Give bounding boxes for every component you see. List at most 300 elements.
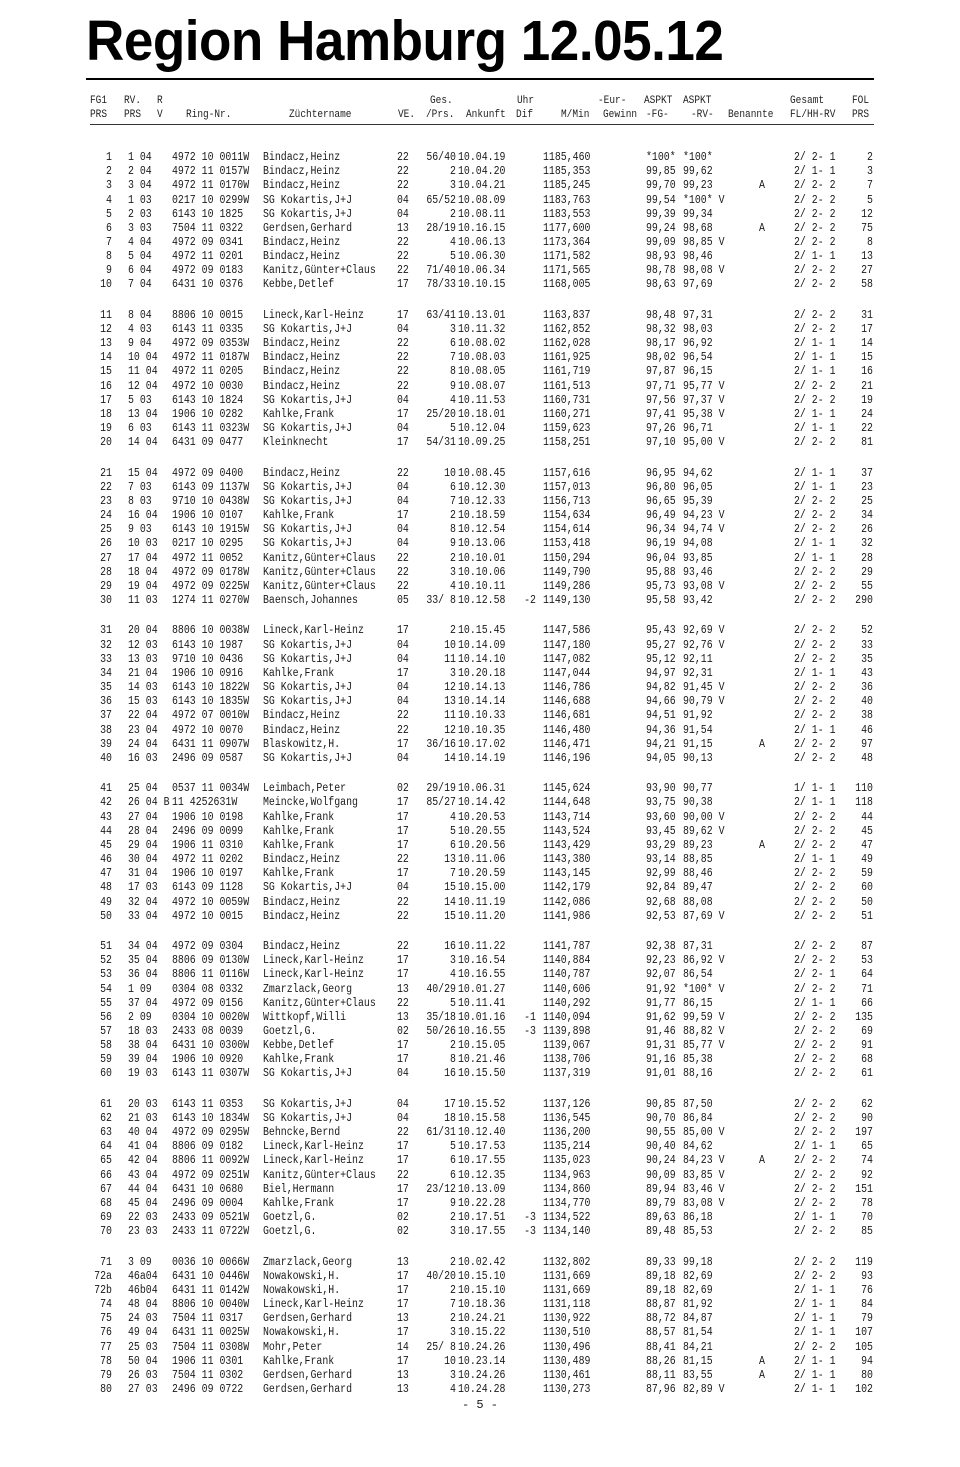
rv-points-cell: 89,62 V [683, 824, 725, 838]
fg-points-cell: 89,94 [646, 1182, 676, 1196]
ring-number-cell: 6431 10 0680 [172, 1182, 244, 1196]
place-cell: 71 [100, 1255, 112, 1269]
rv-points-cell: 95,77 V [683, 379, 725, 393]
fol-cell: 26 [861, 523, 873, 537]
arrival-cell: 10.22.28 [458, 1196, 506, 1210]
birds-cell: 5 [450, 996, 456, 1010]
rv-points-cell: 84,62 [683, 1140, 713, 1154]
speed-cell: 1135,214 [543, 1140, 591, 1154]
birds-cell: 6 [450, 480, 456, 494]
header-cell: FOL [852, 95, 870, 107]
club-cell: 04 [397, 881, 409, 895]
total-cell: 2/ 1- 1 [794, 337, 836, 351]
fol-cell: 34 [861, 509, 873, 523]
rv-place-cell: 8 03 [128, 494, 152, 508]
place-cell: 22 [100, 480, 112, 494]
rv-place-cell: 6 04 [128, 264, 152, 278]
place-cell: 50 [100, 909, 112, 923]
club-cell: 17 [397, 278, 409, 292]
table-row [0, 1025, 960, 1039]
rv-place-cell: 46b04 [128, 1283, 158, 1297]
breeder-name-cell: Kahlke,Frank [263, 810, 335, 824]
fg-points-cell: 92,53 [646, 909, 676, 923]
rv-place-cell: 16 03 [128, 751, 158, 765]
club-cell: 02 [397, 1211, 409, 1225]
rv-points-cell: 93,85 [683, 551, 713, 565]
place-cell: 54 [100, 982, 112, 996]
breeder-name-cell: Kahlke,Frank [263, 1053, 335, 1067]
total-cell: 2/ 2- 2 [794, 1225, 836, 1239]
arrival-cell: 10.08.09 [458, 193, 506, 207]
club-cell: 04 [397, 537, 409, 551]
total-cell: 2/ 2- 2 [794, 1025, 836, 1038]
birds-cell: 25/ 8 [426, 1340, 456, 1354]
breeder-name-cell: SG Kokartis,J+J [263, 193, 353, 207]
rv-place-cell: 9 03 [128, 523, 152, 537]
club-cell: 13 [397, 1312, 409, 1326]
club-cell: 22 [397, 853, 409, 866]
place-cell: 46 [100, 853, 112, 866]
header-cell: -RV- [691, 109, 714, 121]
birds-cell: 6 [450, 337, 456, 351]
ring-number-cell: 6431 09 0477 [172, 436, 244, 450]
speed-cell: 1162,852 [543, 323, 591, 336]
header-cell: Dif [516, 109, 534, 121]
header-cell: PRS [90, 109, 108, 121]
birds-cell: 15 [444, 909, 456, 923]
table-row [0, 1126, 960, 1140]
rv-place-cell: 15 04 [128, 466, 158, 480]
birds-cell: 2 [450, 624, 456, 638]
fg-points-cell: 92,99 [646, 867, 676, 881]
rv-points-cell: 89,47 [683, 881, 713, 895]
total-cell: 2/ 2- 2 [794, 838, 836, 852]
club-cell: 17 [397, 1298, 409, 1312]
rv-place-cell: 26 03 [128, 1368, 158, 1382]
arrival-cell: 10.08.45 [458, 466, 506, 480]
fol-cell: 68 [861, 1053, 873, 1067]
ring-number-cell: 4972 07 0010W [172, 709, 250, 723]
total-cell: 2/ 2- 2 [794, 1154, 836, 1168]
place-cell: 9 [106, 264, 112, 278]
place-cell: 28 [100, 565, 112, 579]
table-row [0, 681, 960, 695]
arrival-cell: 10.20.59 [458, 867, 506, 881]
rv-place-cell: 23 03 [128, 1225, 158, 1239]
speed-cell: 1146,688 [543, 695, 591, 709]
header-cell: Uhr [517, 95, 535, 107]
table-row [0, 1011, 960, 1025]
arrival-cell: 10.11.20 [458, 909, 506, 923]
breeder-name-cell: SG Kokartis,J+J [263, 537, 353, 551]
birds-cell: 10 [444, 638, 456, 652]
place-cell: 80 [100, 1383, 112, 1396]
club-cell: 17 [397, 1140, 409, 1154]
ring-number-cell: 6431 10 0446W [172, 1269, 250, 1283]
arrival-cell: 10.08.02 [458, 337, 506, 351]
arrival-cell: 10.13.06 [458, 537, 506, 551]
arrival-cell: 10.12.04 [458, 422, 506, 436]
rv-points-cell: 86,92 V [683, 954, 725, 968]
rv-place-cell: 7 04 [128, 278, 152, 292]
rv-points-cell: 88,08 [683, 895, 713, 909]
total-cell: 2/ 1- 1 [794, 551, 836, 565]
speed-cell: 1130,510 [543, 1326, 591, 1340]
speed-cell: 1146,786 [543, 681, 591, 694]
rv-points-cell: 99,34 [683, 207, 713, 221]
speed-cell: 1143,380 [543, 853, 591, 866]
nominated-cell: A [759, 221, 765, 235]
fol-cell: 87 [861, 940, 873, 953]
table-row [0, 594, 960, 608]
rv-place-cell: 22 03 [128, 1211, 158, 1225]
header-cell: /Prs. [426, 109, 455, 121]
breeder-name-cell: Bindacz,Heinz [263, 723, 341, 737]
club-cell: 22 [397, 895, 409, 909]
total-cell: 2/ 2- 2 [794, 236, 836, 249]
rv-points-cell: 94,74 V [683, 523, 725, 537]
fg-points-cell: 88,72 [646, 1312, 676, 1326]
ring-number-cell: 1906 10 0107 [172, 509, 244, 523]
place-cell: 1 [106, 151, 112, 164]
place-cell: 57 [100, 1025, 112, 1038]
breeder-name-cell: SG Kokartis,J+J [263, 1112, 353, 1125]
fg-points-cell: 89,63 [646, 1211, 676, 1225]
fol-cell: 45 [861, 824, 873, 838]
table-row [0, 194, 960, 208]
birds-cell: 9 [450, 379, 456, 393]
fg-points-cell: 91,01 [646, 1067, 676, 1081]
table-row [0, 236, 960, 250]
fol-cell: 84 [861, 1298, 873, 1312]
table-row [0, 1197, 960, 1211]
speed-cell: 1134,770 [543, 1196, 591, 1210]
breeder-name-cell: SG Kokartis,J+J [263, 751, 353, 765]
fg-points-cell: 96,95 [646, 466, 676, 480]
birds-cell: 6 [450, 1168, 456, 1182]
header-cell: -Eur- [598, 95, 627, 107]
total-cell: 2/ 1- 1 [794, 1312, 836, 1326]
ring-number-cell: 1906 10 0920 [172, 1053, 244, 1067]
speed-cell: 1146,480 [543, 723, 591, 737]
speed-cell: 1160,271 [543, 407, 591, 421]
place-cell: 62 [100, 1112, 112, 1125]
arrival-cell: 10.10.33 [458, 709, 506, 723]
nominated-cell: A [759, 179, 765, 193]
table-row [0, 1256, 960, 1270]
breeder-name-cell: Nowakowski,H. [263, 1283, 341, 1297]
rv-place-cell: 11 03 [128, 594, 158, 607]
breeder-name-cell: Kleinknecht [263, 436, 329, 450]
club-cell: 17 [397, 1269, 409, 1283]
arrival-cell: 10.12.58 [458, 594, 506, 607]
ring-number-cell: 0304 10 0020W [172, 1010, 250, 1024]
place-cell: 43 [100, 810, 112, 824]
arrival-cell: 10.12.30 [458, 480, 506, 494]
rv-place-cell: 38 04 [128, 1039, 158, 1053]
breeder-name-cell: Kahlke,Frank [263, 838, 335, 852]
place-cell: 39 [100, 737, 112, 751]
table-row [0, 968, 960, 982]
header-cell: M/Min [561, 109, 590, 121]
table-row [0, 509, 960, 523]
speed-cell: 1183,763 [543, 193, 591, 207]
birds-cell: 61/31 [426, 1126, 456, 1140]
rv-place-cell: 1 03 [128, 193, 152, 207]
club-cell: 17 [397, 1283, 409, 1297]
club-cell: 13 [397, 1255, 409, 1269]
nominated-cell: A [759, 737, 765, 751]
fol-cell: 107 [855, 1326, 873, 1340]
rv-points-cell: 91,54 [683, 723, 713, 737]
ring-number-cell: 4972 09 0304 [172, 940, 244, 953]
total-cell: 2/ 2- 2 [794, 221, 836, 235]
rv-points-cell: 92,31 [683, 666, 713, 680]
club-cell: 22 [397, 351, 409, 365]
speed-cell: 1147,180 [543, 638, 591, 652]
total-cell: 2/ 1- 1 [794, 407, 836, 421]
birds-cell: 8 [450, 365, 456, 379]
rv-place-cell: 18 03 [128, 1025, 158, 1038]
speed-cell: 1154,614 [543, 523, 591, 537]
place-cell: 36 [100, 695, 112, 709]
total-cell: 2/ 2- 2 [794, 624, 836, 638]
rv-place-cell: 3 09 [128, 1255, 152, 1269]
ring-number-cell: 6143 11 0323W [172, 422, 250, 436]
rv-points-cell: *100* [683, 151, 713, 164]
header-cell: RV. [124, 95, 142, 107]
ring-number-cell: 1906 10 0916 [172, 666, 244, 680]
fg-points-cell: 89,18 [646, 1269, 676, 1283]
rv-place-cell: 33 04 [128, 909, 158, 923]
table-row [0, 394, 960, 408]
total-cell: 2/ 2- 2 [794, 824, 836, 838]
table-row [0, 278, 960, 292]
place-cell: 11 [100, 308, 112, 322]
speed-cell: 1149,130 [543, 594, 591, 607]
total-cell: 2/ 2- 2 [794, 982, 836, 996]
place-cell: 67 [100, 1182, 112, 1196]
fol-cell: 8 [867, 236, 873, 249]
birds-cell: 4 [450, 1383, 456, 1396]
breeder-name-cell: SG Kokartis,J+J [263, 1067, 353, 1081]
arrival-cell: 10.15.00 [458, 881, 506, 895]
rv-place-cell: 10 04 [128, 351, 158, 365]
rv-place-cell: 29 04 [128, 838, 158, 852]
rv-place-cell: 48 04 [128, 1298, 158, 1312]
total-cell: 2/ 2- 2 [794, 709, 836, 723]
speed-cell: 1142,179 [543, 881, 591, 895]
ring-number-cell: 6143 09 1128 [172, 881, 244, 895]
fg-points-cell: 94,51 [646, 709, 676, 723]
birds-cell: 4 [450, 236, 456, 249]
birds-cell: 2 [450, 509, 456, 523]
rv-points-cell: 97,31 [683, 308, 713, 322]
breeder-name-cell: SG Kokartis,J+J [263, 393, 353, 407]
birds-cell: 13 [444, 695, 456, 709]
fg-points-cell: 94,66 [646, 695, 676, 709]
arrival-cell: 10.10.11 [458, 579, 506, 593]
fol-cell: 78 [861, 1196, 873, 1210]
place-cell: 24 [100, 509, 112, 523]
ring-number-cell: 4972 10 0059W [172, 895, 250, 909]
birds-cell: 8 [450, 523, 456, 537]
birds-cell: 3 [450, 666, 456, 680]
table-row [0, 552, 960, 566]
ring-number-cell: 8806 11 0092W [172, 1154, 250, 1168]
table-row [0, 997, 960, 1011]
club-cell: 17 [397, 737, 409, 751]
nominated-cell: A [759, 1354, 765, 1368]
breeder-name-cell: Bindacz,Heinz [263, 895, 341, 909]
speed-cell: 1161,719 [543, 365, 591, 379]
total-cell: 2/ 2- 2 [794, 379, 836, 393]
header-cell: FL/HH-RV [790, 109, 836, 121]
rv-points-cell: 95,38 V [683, 407, 725, 421]
club-cell: 22 [397, 165, 409, 179]
place-cell: 8 [106, 250, 112, 264]
fg-points-cell: 99,24 [646, 221, 676, 235]
breeder-name-cell: Lineck,Karl-Heinz [263, 954, 364, 968]
birds-cell: 9 [450, 537, 456, 551]
breeder-name-cell: Kebbe,Detlef [263, 1039, 335, 1053]
total-cell: 2/ 1- 1 [794, 796, 836, 810]
birds-cell: 36/16 [426, 737, 456, 751]
total-cell: 2/ 2- 2 [794, 436, 836, 450]
total-cell: 2/ 1- 1 [794, 1368, 836, 1382]
birds-cell: 85/27 [426, 796, 456, 810]
fg-points-cell: 98,78 [646, 264, 676, 278]
rv-points-cell: 83,08 V [683, 1196, 725, 1210]
fg-points-cell: 92,68 [646, 895, 676, 909]
table-row [0, 337, 960, 351]
rv-place-cell: 26 04 B [128, 796, 170, 810]
breeder-name-cell: SG Kokartis,J+J [263, 422, 353, 436]
arrival-cell: 10.15.22 [458, 1326, 506, 1340]
club-cell: 04 [397, 393, 409, 407]
arrival-cell: 10.06.30 [458, 250, 506, 264]
club-cell: 22 [397, 723, 409, 737]
table-row [0, 1341, 960, 1355]
rv-points-cell: 92,76 V [683, 638, 725, 652]
breeder-name-cell: Kahlke,Frank [263, 867, 335, 881]
birds-cell: 6 [450, 1154, 456, 1168]
fol-cell: 81 [861, 436, 873, 450]
arrival-cell: 10.13.09 [458, 1182, 506, 1196]
total-cell: 2/ 1- 1 [794, 1298, 836, 1312]
rv-points-cell: 96,05 [683, 480, 713, 494]
birds-cell: 2 [450, 551, 456, 565]
breeder-name-cell: Lineck,Karl-Heinz [263, 1140, 364, 1154]
rv-points-cell: 90,00 V [683, 810, 725, 824]
fg-points-cell: 91,92 [646, 982, 676, 996]
rv-place-cell: 13 03 [128, 652, 158, 666]
breeder-name-cell: Bindacz,Heinz [263, 379, 341, 393]
club-cell: 04 [397, 1097, 409, 1111]
ring-number-cell: 6431 11 0025W [172, 1326, 250, 1340]
table-row [0, 896, 960, 910]
ring-number-cell: 8806 10 0040W [172, 1298, 250, 1312]
ring-number-cell: 1906 10 0198 [172, 810, 244, 824]
fol-cell: 35 [861, 652, 873, 666]
fg-points-cell: 89,33 [646, 1255, 676, 1269]
rv-place-cell: 36 04 [128, 968, 158, 982]
rv-points-cell: 91,92 [683, 709, 713, 723]
arrival-cell: 10.06.31 [458, 782, 506, 796]
place-cell: 37 [100, 709, 112, 723]
total-cell: 2/ 2- 1 [794, 151, 836, 164]
ring-number-cell: 4972 10 0070 [172, 723, 244, 737]
club-cell: 22 [397, 365, 409, 379]
fol-cell: 79 [861, 1312, 873, 1326]
place-cell: 72b [94, 1283, 112, 1297]
fol-cell: 105 [855, 1340, 873, 1354]
breeder-name-cell: Bindacz,Heinz [263, 351, 341, 365]
fol-cell: 110 [855, 782, 873, 796]
breeder-name-cell: Bindacz,Heinz [263, 853, 341, 866]
rv-points-cell: 82,69 [683, 1269, 713, 1283]
speed-cell: 1140,094 [543, 1010, 591, 1024]
fol-cell: 70 [861, 1211, 873, 1225]
rv-points-cell: 90,79 V [683, 695, 725, 709]
total-cell: 2/ 1- 1 [794, 1211, 836, 1225]
fol-cell: 2 [867, 151, 873, 164]
ring-number-cell: 4972 11 0052 [172, 551, 244, 565]
fol-cell: 14 [861, 337, 873, 351]
club-cell: 17 [397, 867, 409, 881]
fg-points-cell: 90,24 [646, 1154, 676, 1168]
total-cell: 2/ 1- 1 [794, 723, 836, 737]
table-row [0, 481, 960, 495]
club-cell: 22 [397, 1126, 409, 1140]
place-cell: 65 [100, 1154, 112, 1168]
speed-cell: 1131,118 [543, 1298, 591, 1312]
rv-points-cell: 88,16 [683, 1067, 713, 1081]
speed-cell: 1147,044 [543, 666, 591, 680]
birds-cell: 7 [450, 1298, 456, 1312]
fg-points-cell: 88,41 [646, 1340, 676, 1354]
rv-points-cell: 94,23 V [683, 509, 725, 523]
place-cell: 45 [100, 838, 112, 852]
club-cell: 22 [397, 250, 409, 264]
total-cell: 2/ 1- 1 [794, 1140, 836, 1154]
birds-cell: 16 [444, 1067, 456, 1081]
rv-place-cell: 42 04 [128, 1154, 158, 1168]
place-cell: 70 [100, 1225, 112, 1239]
arrival-cell: 10.16.15 [458, 221, 506, 235]
club-cell: 14 [397, 1340, 409, 1354]
fg-points-cell: 92,23 [646, 954, 676, 968]
table-row [0, 1183, 960, 1197]
rv-place-cell: 28 04 [128, 824, 158, 838]
place-cell: 61 [100, 1097, 112, 1111]
club-cell: 17 [397, 810, 409, 824]
place-cell: 35 [100, 681, 112, 694]
arrival-cell: 10.11.22 [458, 940, 506, 953]
fg-points-cell: 90,55 [646, 1126, 676, 1140]
rv-points-cell: 94,08 [683, 537, 713, 551]
place-cell: 10 [100, 278, 112, 292]
rv-place-cell: 8 04 [128, 308, 152, 322]
header-cell: Gewinn [603, 109, 638, 121]
fg-points-cell: 98,32 [646, 323, 676, 336]
total-cell: 2/ 2- 2 [794, 1067, 836, 1081]
rv-place-cell: 49 04 [128, 1326, 158, 1340]
place-cell: 21 [100, 466, 112, 480]
arrival-cell: 10.04.21 [458, 179, 506, 193]
fg-points-cell: 94,97 [646, 666, 676, 680]
ring-number-cell: 9710 10 0436 [172, 652, 244, 666]
